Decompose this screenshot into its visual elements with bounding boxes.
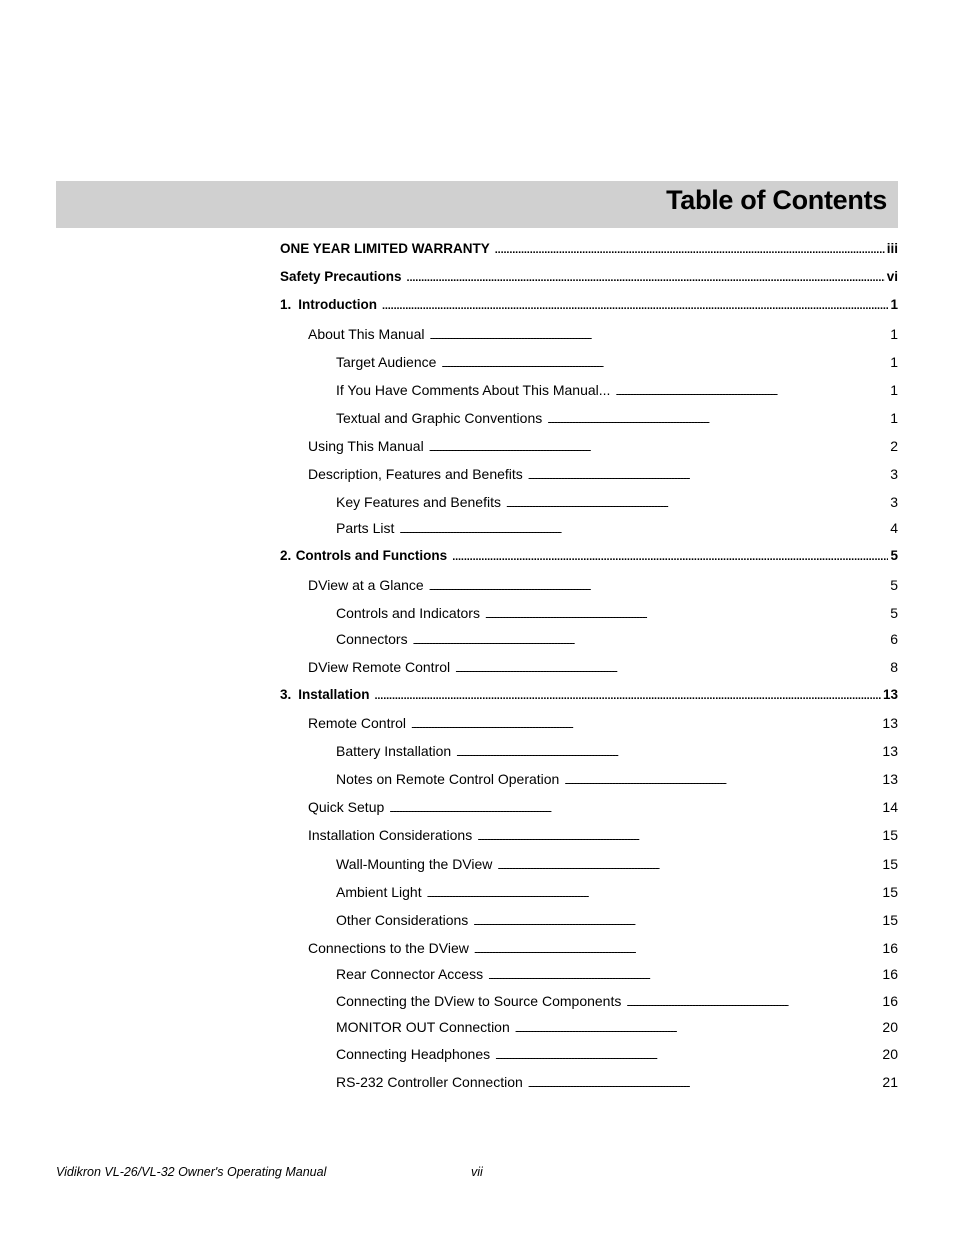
toc-entry[interactable] bbox=[336, 519, 898, 537]
toc-entry-page: vi bbox=[886, 269, 898, 284]
toc-entry-page: 15 bbox=[882, 856, 898, 872]
footer-manual-title: Vidikron VL-26/VL-32 Owner's Operating Manual bbox=[56, 1165, 327, 1179]
toc-entry[interactable] bbox=[280, 268, 898, 286]
dot-leader bbox=[495, 1049, 880, 1063]
toc-entry-number: 2. bbox=[280, 548, 292, 563]
toc-entry-label: MONITOR OUT Connection bbox=[336, 1019, 510, 1035]
toc-entry-page: 1 bbox=[890, 354, 898, 370]
toc-entry[interactable] bbox=[308, 465, 898, 483]
dot-leader bbox=[429, 441, 889, 455]
toc-entry-page: 5 bbox=[890, 577, 898, 593]
toc-entry-page: 14 bbox=[882, 799, 898, 815]
toc-entry-page: 13 bbox=[882, 743, 898, 759]
toc-entry-page: 1 bbox=[890, 297, 898, 312]
dot-leader bbox=[495, 243, 885, 257]
toc-entry-number: 1. bbox=[280, 297, 292, 312]
toc-entry[interactable] bbox=[336, 409, 898, 427]
toc-entry-label: Installation bbox=[298, 687, 370, 702]
toc-entry[interactable] bbox=[336, 604, 898, 622]
toc-entry-label: Connecting Headphones bbox=[336, 1046, 491, 1062]
toc-entry-label: Controls and Indicators bbox=[336, 605, 480, 621]
toc-entry-label: Connections to the DView bbox=[308, 940, 469, 956]
toc-entry[interactable] bbox=[336, 911, 898, 929]
toc-entry-page: 13 bbox=[882, 771, 898, 787]
dot-leader bbox=[427, 887, 881, 901]
toc-entry-page: 16 bbox=[882, 966, 898, 982]
toc-entry-label: Rear Connector Access bbox=[336, 966, 484, 982]
toc-entry-label: Battery Installation bbox=[336, 743, 452, 759]
toc-entry-label: If You Have Comments About This Manual... bbox=[336, 382, 611, 398]
dot-leader bbox=[411, 718, 880, 732]
toc-entry-label: Other Considerations bbox=[336, 912, 469, 928]
toc-entry-page: 15 bbox=[882, 884, 898, 900]
dot-leader bbox=[389, 802, 880, 816]
toc-entry-page: 5 bbox=[890, 548, 898, 563]
dot-leader bbox=[497, 859, 880, 873]
dot-leader bbox=[455, 662, 888, 676]
dot-leader bbox=[429, 580, 889, 594]
toc-entry-number: 3. bbox=[280, 687, 292, 702]
toc-entry-label: Using This Manual bbox=[308, 438, 424, 454]
toc-entry-page: 20 bbox=[882, 1046, 898, 1062]
toc-entry-page: 6 bbox=[890, 631, 898, 647]
toc-entry[interactable] bbox=[280, 686, 898, 704]
toc-entry-page: 1 bbox=[890, 382, 898, 398]
toc-entry[interactable] bbox=[336, 630, 898, 648]
toc-entry[interactable] bbox=[336, 883, 898, 901]
dot-leader bbox=[399, 523, 888, 537]
page-title: Table of Contents bbox=[666, 185, 887, 215]
toc-entry-page: 13 bbox=[882, 687, 898, 702]
toc-entry[interactable] bbox=[308, 576, 898, 594]
toc-entry-page: 8 bbox=[890, 659, 898, 675]
dot-leader bbox=[374, 689, 881, 703]
toc-entry[interactable] bbox=[308, 714, 898, 732]
dot-leader bbox=[429, 329, 888, 343]
toc-entry[interactable] bbox=[336, 1073, 898, 1091]
toc-entry-label: Ambient Light bbox=[336, 884, 422, 900]
toc-entry-page: 1 bbox=[890, 410, 898, 426]
toc-entry-page: 16 bbox=[882, 993, 898, 1009]
dot-leader bbox=[528, 1077, 881, 1091]
toc-entry[interactable] bbox=[336, 353, 898, 371]
toc-entry[interactable] bbox=[280, 547, 898, 565]
toc-entry-label: About This Manual bbox=[308, 326, 425, 342]
toc-entry-label: Wall-Mounting the DView bbox=[336, 856, 493, 872]
toc-entry-label: Parts List bbox=[336, 520, 395, 536]
toc-entry-label: RS-232 Controller Connection bbox=[336, 1074, 523, 1090]
dot-leader bbox=[477, 830, 880, 844]
toc-entry-page: 2 bbox=[890, 438, 898, 454]
toc-entry-page: iii bbox=[886, 241, 898, 256]
toc-entry[interactable] bbox=[308, 826, 898, 844]
toc-entry-label: Target Audience bbox=[336, 354, 437, 370]
toc-entry[interactable] bbox=[308, 658, 898, 676]
toc-entry-page: 1 bbox=[890, 326, 898, 342]
toc-entry-label: Introduction bbox=[298, 297, 377, 312]
toc-entry-page: 3 bbox=[890, 466, 898, 482]
dot-leader bbox=[488, 969, 880, 983]
toc-entry[interactable] bbox=[336, 381, 898, 399]
toc-entry[interactable] bbox=[280, 240, 898, 258]
dot-leader bbox=[547, 413, 888, 427]
toc-entry-page: 15 bbox=[882, 912, 898, 928]
dot-leader bbox=[515, 1022, 881, 1036]
toc-entry-page: 4 bbox=[890, 520, 898, 536]
toc-entry-label: Installation Considerations bbox=[308, 827, 473, 843]
toc-entry[interactable] bbox=[336, 493, 898, 511]
dot-leader bbox=[407, 271, 885, 285]
toc-entry[interactable] bbox=[336, 770, 898, 788]
dot-leader bbox=[528, 469, 888, 483]
dot-leader bbox=[474, 943, 881, 957]
toc-entry-label: Safety Precautions bbox=[280, 269, 402, 284]
toc-entry[interactable] bbox=[336, 965, 898, 983]
toc-entry[interactable] bbox=[336, 992, 898, 1010]
toc-entry-label: Key Features and Benefits bbox=[336, 494, 501, 510]
toc-entry-label: ONE YEAR LIMITED WARRANTY bbox=[280, 241, 490, 256]
footer-page-number: vii bbox=[471, 1165, 483, 1179]
toc-entry-label: Description, Features and Benefits bbox=[308, 466, 523, 482]
dot-leader bbox=[506, 497, 888, 511]
toc-entry-page: 13 bbox=[882, 715, 898, 731]
toc-entry[interactable] bbox=[336, 1045, 898, 1063]
toc-entry-page: 5 bbox=[890, 605, 898, 621]
dot-leader bbox=[564, 774, 880, 788]
dot-leader bbox=[452, 550, 888, 564]
toc-entry[interactable] bbox=[308, 939, 898, 957]
toc-entry-label: DView Remote Control bbox=[308, 659, 451, 675]
toc-entry-label: Quick Setup bbox=[308, 799, 385, 815]
toc-entry-label: Notes on Remote Control Operation bbox=[336, 771, 560, 787]
toc-entry-label: Textual and Graphic Conventions bbox=[336, 410, 543, 426]
toc-entry[interactable] bbox=[308, 325, 898, 343]
toc-entry-label: Connectors bbox=[336, 631, 408, 647]
toc-entry[interactable] bbox=[336, 1018, 898, 1036]
toc-entry[interactable] bbox=[280, 296, 898, 314]
toc-entry-page: 16 bbox=[882, 940, 898, 956]
toc-entry-page: 15 bbox=[882, 827, 898, 843]
dot-leader bbox=[413, 634, 889, 648]
toc-entry-page: 3 bbox=[890, 494, 898, 510]
toc-entry-label: DView at a Glance bbox=[308, 577, 424, 593]
dot-leader bbox=[485, 608, 888, 622]
toc-entry[interactable] bbox=[336, 855, 898, 873]
toc-entry[interactable] bbox=[336, 742, 898, 760]
toc-entry-label: Remote Control bbox=[308, 715, 407, 731]
toc-entry[interactable] bbox=[308, 437, 898, 455]
toc-entry[interactable] bbox=[308, 798, 898, 816]
dot-leader bbox=[456, 746, 880, 760]
toc-entry-label: Controls and Functions bbox=[295, 548, 448, 563]
dot-leader bbox=[626, 996, 880, 1010]
dot-leader bbox=[615, 385, 888, 399]
dot-leader bbox=[441, 357, 888, 371]
dot-leader bbox=[382, 299, 889, 313]
toc-entry-label: Connecting the DView to Source Components bbox=[336, 993, 622, 1009]
toc-entry-page: 21 bbox=[882, 1074, 898, 1090]
toc-entry-page: 20 bbox=[882, 1019, 898, 1035]
dot-leader bbox=[473, 915, 880, 929]
